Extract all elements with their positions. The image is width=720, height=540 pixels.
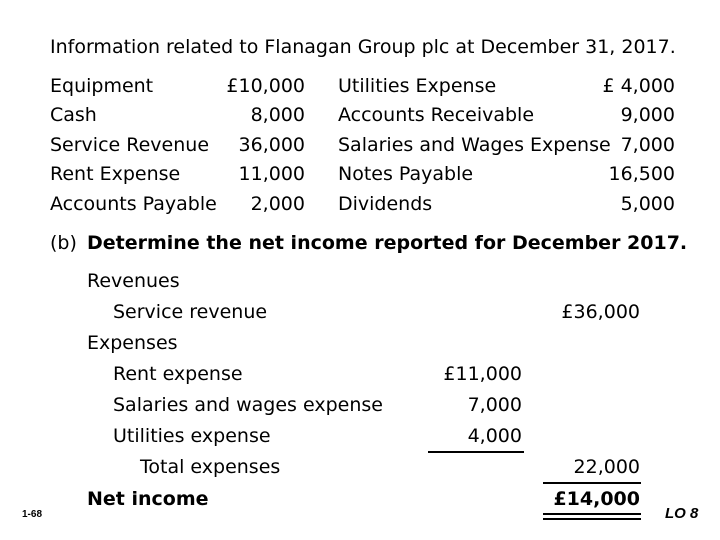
utilities-expense-amount: 4,000 [467, 425, 522, 447]
question-label: (b) [50, 232, 77, 254]
double-underline-bottom [543, 518, 641, 520]
account-amount: 9,000 [620, 104, 675, 126]
salaries-expense-label: Salaries and wages expense [113, 394, 383, 416]
account-amount: 11,000 [238, 163, 305, 185]
account-amount: £10,000 [226, 75, 305, 97]
revenues-heading: Revenues [87, 270, 180, 292]
rent-expense-amount: £11,000 [443, 363, 522, 385]
utilities-expense-label: Utilities expense [113, 425, 271, 447]
total-expenses-amount: 22,000 [573, 456, 640, 478]
double-underline-top [543, 513, 641, 515]
question-text: Determine the net income reported for December 2017. [87, 232, 688, 254]
learning-objective: LO 8 [665, 505, 699, 522]
account-amount: 36,000 [238, 134, 305, 156]
rent-expense-label: Rent expense [113, 363, 243, 385]
total-underline [543, 482, 641, 484]
slide-number: 1-68 [22, 509, 43, 520]
account-name: Equipment [50, 75, 154, 97]
account-name: Cash [50, 104, 97, 126]
account-name: Dividends [338, 193, 433, 215]
account-name: Accounts Receivable [338, 104, 535, 126]
expenses-heading: Expenses [87, 332, 178, 354]
account-name: Rent Expense [50, 163, 181, 185]
account-name: Notes Payable [338, 163, 474, 185]
account-amount: 5,000 [620, 193, 675, 215]
account-name: Salaries and Wages Expense [338, 134, 611, 156]
account-name: Service Revenue [50, 134, 210, 156]
page-title: Information related to Flanagan Group plc at December 31, 2017. [50, 36, 676, 58]
service-revenue-amount: £36,000 [561, 301, 640, 323]
salaries-expense-amount: 7,000 [467, 394, 522, 416]
account-name: Accounts Payable [50, 193, 217, 215]
total-expenses-label: Total expenses [140, 456, 281, 478]
net-income-label: Net income [87, 488, 209, 510]
net-income-amount: £14,000 [553, 488, 640, 510]
account-amount: £ 4,000 [602, 75, 675, 97]
account-amount: 7,000 [620, 134, 675, 156]
account-amount: 2,000 [250, 193, 305, 215]
account-amount: 16,500 [608, 163, 675, 185]
account-amount: 8,000 [250, 104, 305, 126]
service-revenue-label: Service revenue [113, 301, 268, 323]
subtotal-underline [428, 451, 524, 453]
account-name: Utilities Expense [338, 75, 497, 97]
